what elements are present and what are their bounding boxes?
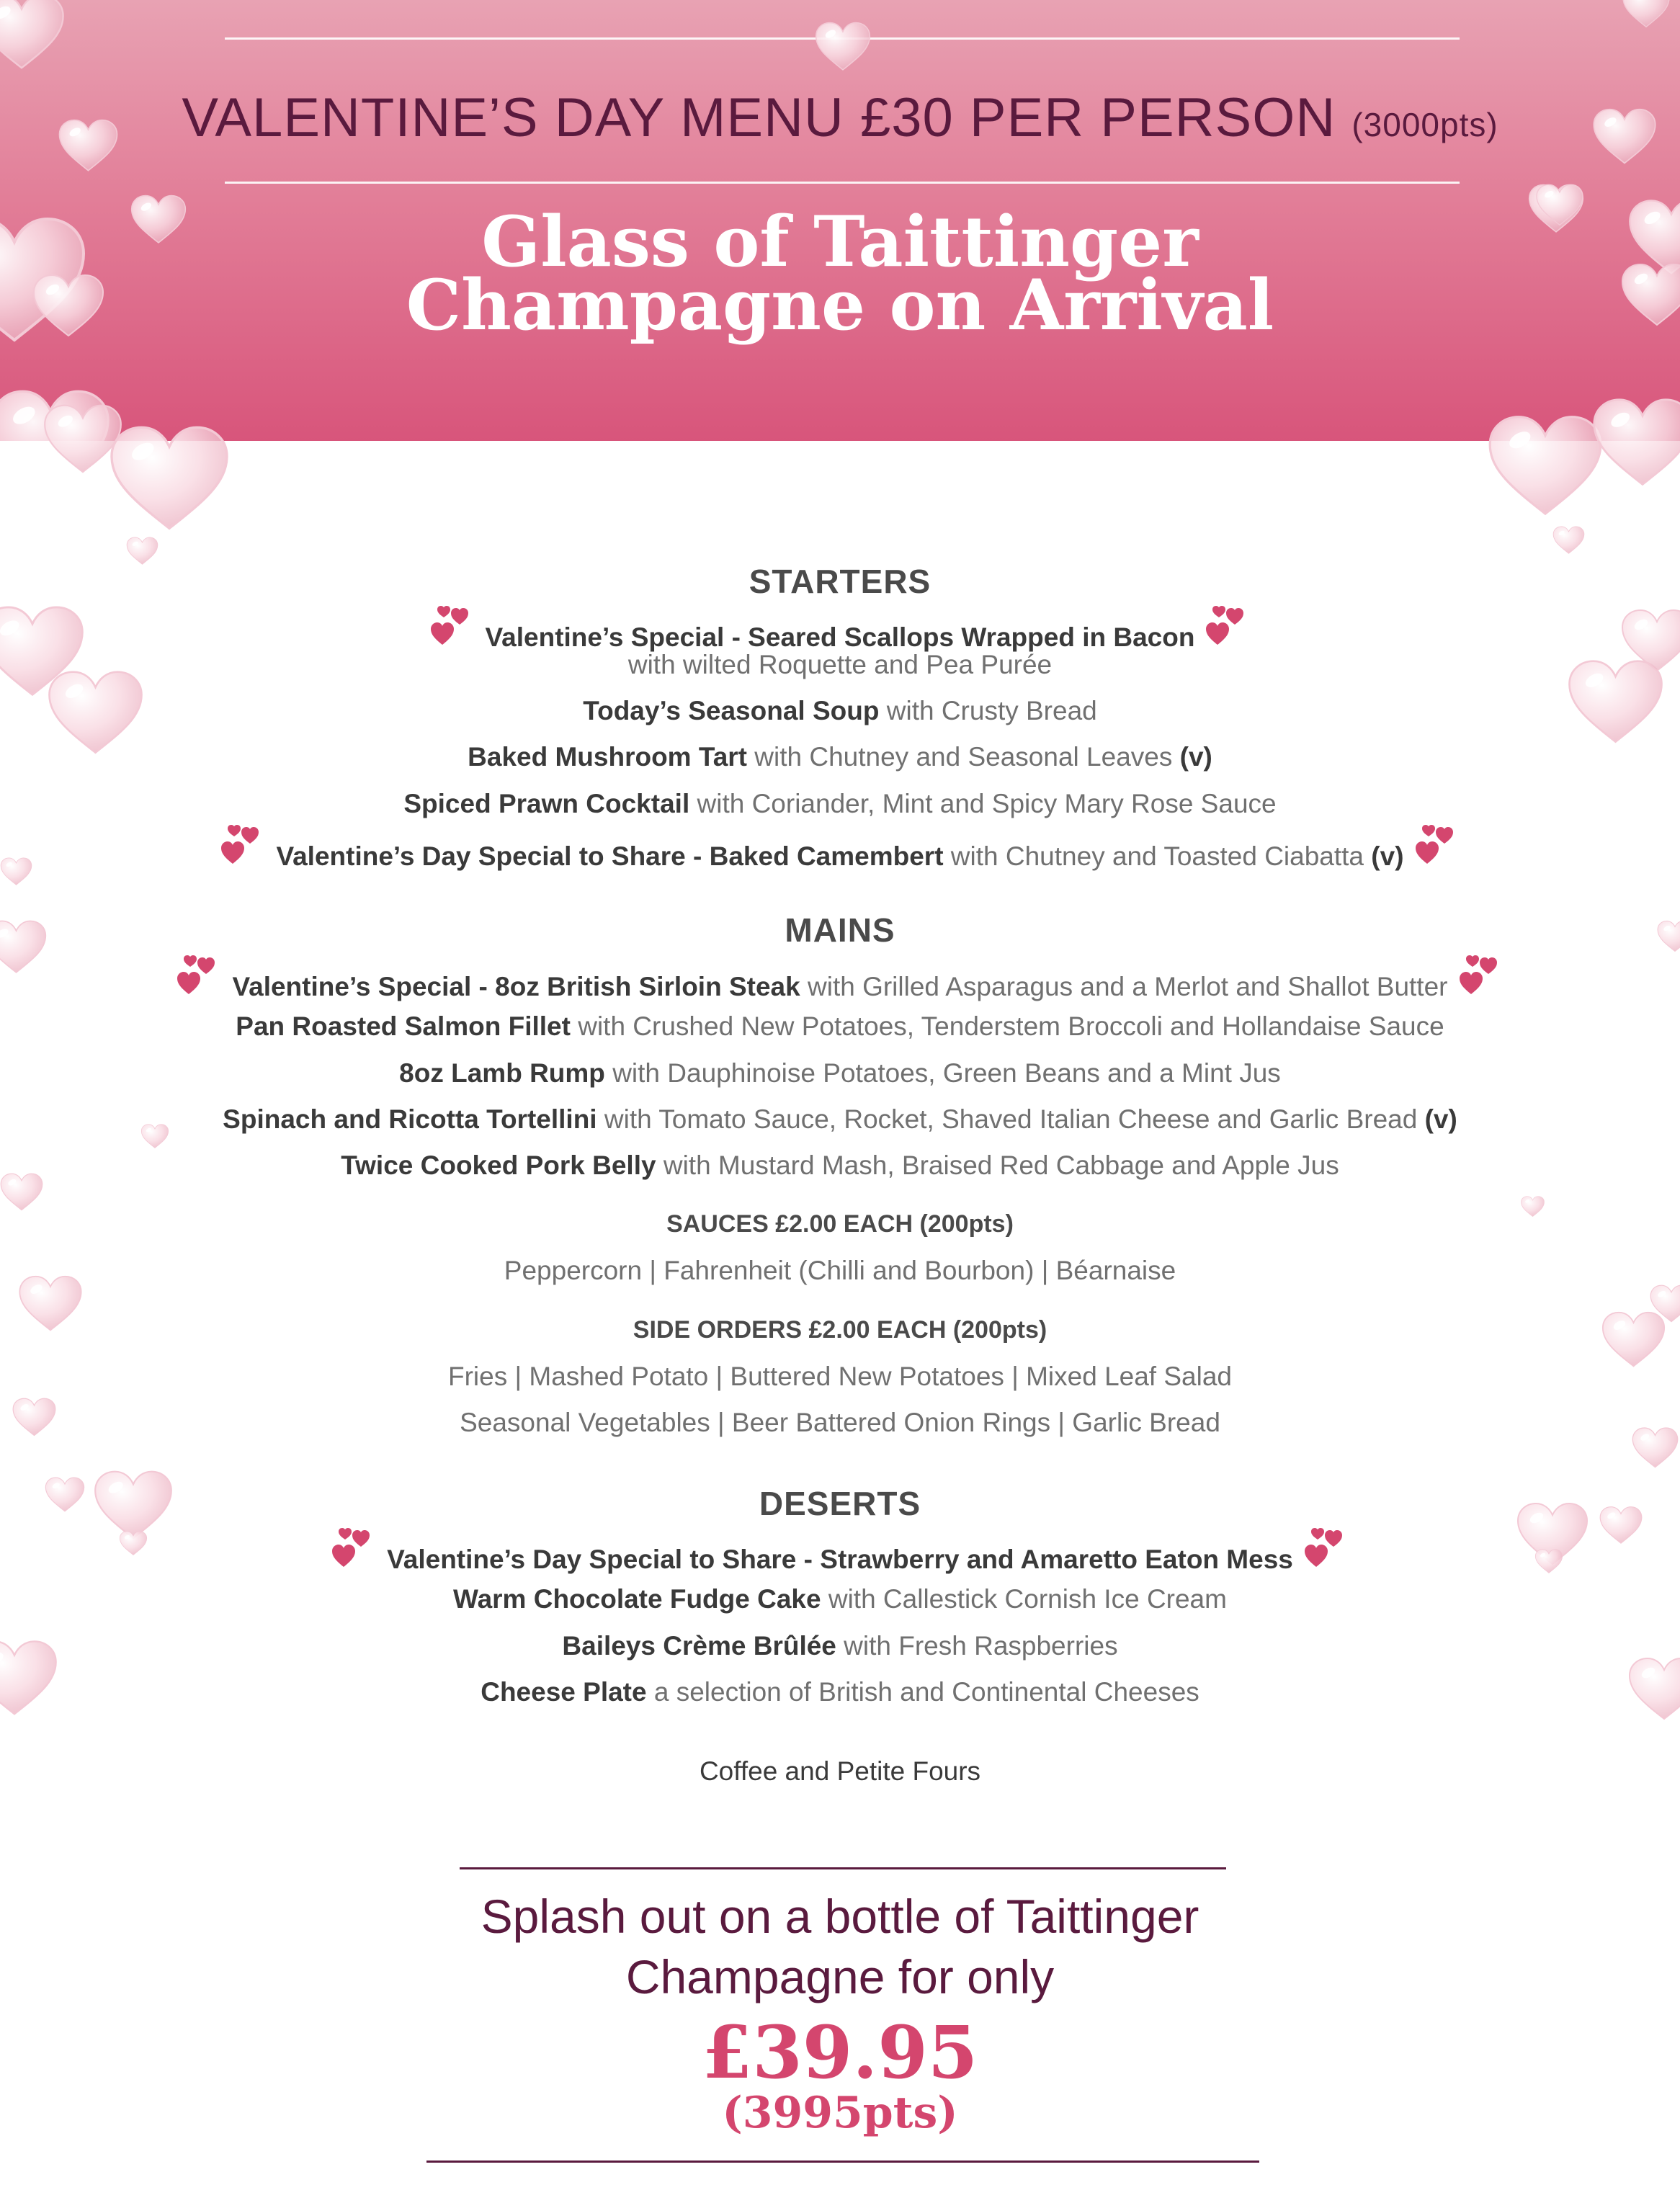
item-name: Cheese Plate xyxy=(481,1677,647,1707)
heart-icon xyxy=(1607,0,1680,29)
heart-icon xyxy=(1592,108,1657,166)
main-item-tortellini xyxy=(0,1104,1680,1135)
starter-item-prawn xyxy=(0,789,1680,819)
item-description: with Crushed New Potatoes, Tenderstem Broccoli and Hollandaise Sauce xyxy=(570,1011,1444,1041)
starter-item-soup xyxy=(0,696,1680,726)
sauces-text: Peppercorn | Fahrenheit (Chilli and Bourbon) | Béarnaise xyxy=(504,1256,1176,1285)
splash-top-rule xyxy=(460,1867,1226,1869)
desert-item-eaton-mess xyxy=(0,1538,1680,1584)
splash-bottom-rule xyxy=(426,2161,1259,2163)
item-description: with Chutney and Seasonal Leaves xyxy=(747,742,1173,772)
starter-item-tart xyxy=(0,742,1680,772)
heart-icon xyxy=(1552,526,1585,555)
item-description: with Coriander, Mint and Spicy Mary Rose Sauce xyxy=(689,789,1277,818)
hearts-icon xyxy=(176,965,222,1011)
heart-icon xyxy=(1621,259,1680,331)
hearts-icon xyxy=(1414,835,1460,881)
arrival-line-1: Glass of Taittinger xyxy=(481,201,1199,282)
menu-title-points: (3000pts) xyxy=(1351,106,1498,143)
title-rule xyxy=(225,182,1460,184)
desert-item-creme-brulee xyxy=(0,1631,1680,1661)
sides-text: Seasonal Vegetables | Beer Battered Onion Rings | Garlic Bread xyxy=(460,1408,1220,1437)
header-banner xyxy=(0,0,1680,441)
arrival-offer xyxy=(0,201,1680,346)
hearts-icon xyxy=(1303,1538,1349,1584)
coffee-text: Coffee and Petite Fours xyxy=(699,1756,981,1786)
item-name: Warm Chocolate Fudge Cake xyxy=(453,1584,821,1614)
sides-text: Fries | Mashed Potato | Buttered New Potatoes | Mixed Leaf Salad xyxy=(447,1362,1232,1391)
item-name: Spiced Prawn Cocktail xyxy=(403,789,690,818)
heart-icon xyxy=(130,195,187,245)
arrival-line-2: Champagne on Arrival xyxy=(406,264,1274,346)
item-name: 8oz Lamb Rump xyxy=(399,1058,605,1088)
item-name: Valentine’s Special - 8oz British Sirloin Steak xyxy=(232,971,800,1001)
sauces-list xyxy=(0,1256,1680,1286)
menu-title xyxy=(0,86,1680,149)
item-description: with Crusty Bread xyxy=(879,696,1097,725)
item-name: Valentine’s Special - Seared Scallops Wrapped in Bacon xyxy=(485,622,1195,652)
deserts-heading: DESERTS xyxy=(759,1485,921,1522)
coffee-line xyxy=(0,1756,1680,1787)
heart-icon xyxy=(58,119,119,173)
main-item-lamb xyxy=(0,1058,1680,1089)
item-description: with wilted Roquette and Pea Purée xyxy=(627,650,1053,679)
main-item-steak xyxy=(0,965,1680,1011)
item-name: Valentine’s Day Special to Share - Strawberry and Amaretto Eaton Mess xyxy=(387,1544,1293,1574)
mains-heading: MAINS xyxy=(785,911,895,949)
vegetarian-mark: (v) xyxy=(1172,742,1212,772)
vegetarian-mark: (v) xyxy=(1364,841,1404,871)
heart-icon xyxy=(1592,389,1680,497)
heart-icon xyxy=(126,537,158,566)
item-name: Spinach and Ricotta Tortellini xyxy=(223,1104,597,1134)
sauces-heading: SAUCES £2.00 EACH (200pts) xyxy=(666,1210,1014,1238)
sides-list-1 xyxy=(0,1362,1680,1392)
main-item-pork xyxy=(0,1150,1680,1181)
item-description: with Chutney and Toasted Ciabatta xyxy=(943,841,1364,871)
hearts-icon xyxy=(331,1538,377,1584)
starter-item-scallops-desc xyxy=(0,650,1680,680)
hearts-icon xyxy=(1458,965,1504,1011)
starters-heading: STARTERS xyxy=(749,563,931,600)
item-name: Twice Cooked Pork Belly xyxy=(341,1150,656,1180)
bottle-price: £39.95 xyxy=(702,2010,978,2095)
item-description: with Mustard Mash, Braised Red Cabbage and Apple Jus xyxy=(656,1150,1339,1180)
item-name: Today’s Seasonal Soup xyxy=(583,696,880,725)
item-description: with Fresh Raspberries xyxy=(836,1631,1118,1661)
item-name: Baileys Crème Brûlée xyxy=(562,1631,836,1661)
item-name: Baked Mushroom Tart xyxy=(468,742,748,772)
splash-line-2: Champagne for only xyxy=(625,1950,1055,2003)
item-description: with Dauphinoise Potatoes, Green Beans and a Mint Jus xyxy=(604,1058,1281,1088)
heart-icon xyxy=(29,274,108,339)
bottle-price-points: (3995pts) xyxy=(722,2088,958,2138)
splash-line-1: Splash out on a bottle of Taittinger xyxy=(481,1890,1199,1943)
item-name: Valentine’s Day Special to Share - Baked Camembert xyxy=(276,841,944,871)
item-name: Pan Roasted Salmon Fillet xyxy=(236,1011,571,1041)
item-description: with Tomato Sauce, Rocket, Shaved Italian Cheese and Garlic Bread xyxy=(597,1104,1418,1134)
item-description: a selection of British and Continental Cheeses xyxy=(646,1677,1199,1707)
desert-item-fudge-cake xyxy=(0,1584,1680,1614)
heart-icon xyxy=(807,22,879,72)
item-description: with Grilled Asparagus and a Merlot and Shallot Butter xyxy=(800,971,1448,1001)
heart-icon xyxy=(108,425,231,533)
heart-icon xyxy=(43,403,122,475)
menu-title-text: VALENTINE’S DAY MENU £30 PER PERSON xyxy=(182,87,1336,148)
vegetarian-mark: (v) xyxy=(1417,1104,1457,1134)
item-description: with Callestick Cornish Ice Cream xyxy=(821,1584,1227,1614)
starter-item-camembert xyxy=(0,835,1680,881)
heart-icon xyxy=(0,0,65,72)
sides-heading: SIDE ORDERS £2.00 EACH (200pts) xyxy=(633,1316,1047,1344)
heart-icon xyxy=(1534,184,1585,227)
desert-item-cheese-plate xyxy=(0,1677,1680,1707)
heart-icon xyxy=(1488,414,1603,519)
main-item-salmon xyxy=(0,1011,1680,1042)
sides-list-2 xyxy=(0,1408,1680,1438)
hearts-icon xyxy=(220,835,266,881)
splash-offer xyxy=(0,1886,1680,2007)
